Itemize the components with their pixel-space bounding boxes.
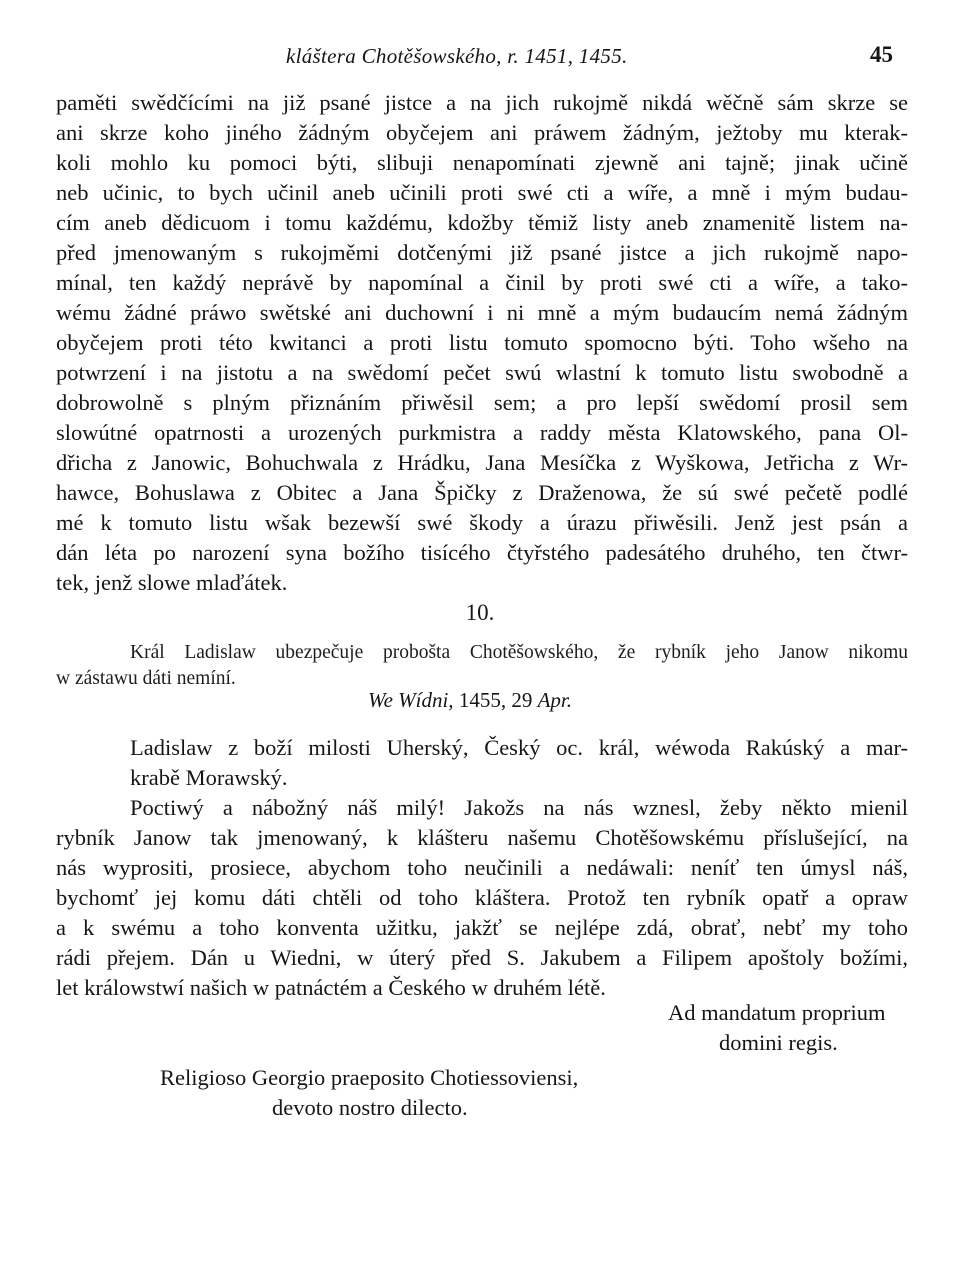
regest-line: w zástawu dáti nemíní. <box>56 668 236 689</box>
text-line: mé k tomuto listu wšak bezewší swé škody a úrazu přiwěsili. Jenž jest psán a <box>56 510 908 535</box>
dateline-place: We Wídni, <box>368 688 454 712</box>
text-line: rádi přejem. Dán u Wiedni, w úterý před S. Jakubem a Filipem apoštoly božími, <box>56 945 908 970</box>
text-line: paměti swědčícími na již psané jistce a na jich rukojmě nikdá wěčně sám skrze se <box>56 90 908 115</box>
text-line: koli mohlo ku pomoci býti, slibuji nenapomínati zjewně ani tajně; jinak učině <box>56 150 908 175</box>
text-line: ani skrze koho jiného žádným obyčejem ani práwem žádným, ježtoby mu kterak- <box>56 120 908 145</box>
running-title: kláštera Chotěšowského, r. 1451, 1455. <box>286 44 628 68</box>
subscription-line: domini regis. <box>719 1030 838 1055</box>
page-number: 45 <box>870 42 893 67</box>
text-line: slowútné opatrnosti a urozených purkmistra a raddy města Klatowského, pana Ol- <box>56 420 908 445</box>
text-line: wému žádné práwo swětské ani duchowní i ni mně a mým budaucím nemá žádným <box>56 300 908 325</box>
text-line: hawce, Bohuslawa z Obitec a Jana Špičky z Draženowa, že sú swé pečetě podlé <box>56 480 908 505</box>
text-line: rybník Janow tak jmenowaný, k klášteru našemu Chotěšowskému příslušející, na <box>56 825 908 850</box>
text-line: a k swému a toho konventa užitku, jakžť se nejlépe zdá, obrať, nebť my toho <box>56 915 908 940</box>
address-line: Religioso Georgio praeposito Chotiessoviensi, <box>160 1065 579 1090</box>
text-line: Poctiwý a nábožný náš milý! Jakožs na nás wznesl, žeby někto mienil <box>130 795 908 820</box>
text-line: dobrowolně s plným přiznáním přiwěsil sem; a pro lepší swědomí prosil sem <box>56 390 908 415</box>
document-number: 10. <box>465 600 495 625</box>
text-line: dán léta po narození syna božího tisícého čtyřstého padesátého druhého, ten čtwr- <box>56 540 908 565</box>
dateline <box>368 685 572 715</box>
running-head <box>0 44 960 74</box>
text-line: nás wyprositi, prosiece, abychom toho neučinili a nedáwali: neníť ten úmysl náš, <box>56 855 908 880</box>
dateline-date: 1455, 29 <box>453 688 538 712</box>
text-line: bychomť jej komu dáti chtěli od toho kláštera. Protož ten rybník opatř a opraw <box>56 885 908 910</box>
text-line: let králowstwí našich w patnáctém a Českého w druhém létě. <box>56 975 606 1000</box>
regest-line: Král Ladislaw ubezpečuje probošta Chotěšowského, že rybník jeho Janow nikomu <box>130 642 908 663</box>
text-line: Ladislaw z boží milosti Uherský, Český oc. král, wéwoda Rakúský a mar- <box>130 735 908 760</box>
text-line: obyčejem proti této kwitanci a proti listu tomuto spomocno býti. Toho wšeho na <box>56 330 908 355</box>
text-line: krabě Morawský. <box>130 765 288 790</box>
text-line: mínal, ten každý neprávě by napomínal a činil by proti swé cti a wíře, a tako- <box>56 270 908 295</box>
text-line: cím aneb dědicuom i tomu každému, kdožby těmiž listy aneb znamenitě listem na- <box>56 210 908 235</box>
text-line: potwrzení i na jistotu a na swědomí pečet swú wlastní k tomuto listu swobodně a <box>56 360 908 385</box>
subscription-line: Ad mandatum proprium <box>668 1000 886 1025</box>
text-line: tek, jenž slowe mlaďátek. <box>56 570 288 595</box>
dateline-month: Apr. <box>537 688 572 712</box>
address-line: devoto nostro dilecto. <box>272 1095 468 1120</box>
text-line: dřicha z Janowic, Bohuchwala z Hrádku, Jana Mesíčka z Wyškowa, Jetřicha z Wr- <box>56 450 908 475</box>
text-line: před jmenowaným s rukojměmi dotčenými již psané jistce a jich rukojmě napo- <box>56 240 908 265</box>
text-line: neb učinic, to bych učinil aneb učinili proti swé cti a wíře, a mně i mým budau- <box>56 180 908 205</box>
